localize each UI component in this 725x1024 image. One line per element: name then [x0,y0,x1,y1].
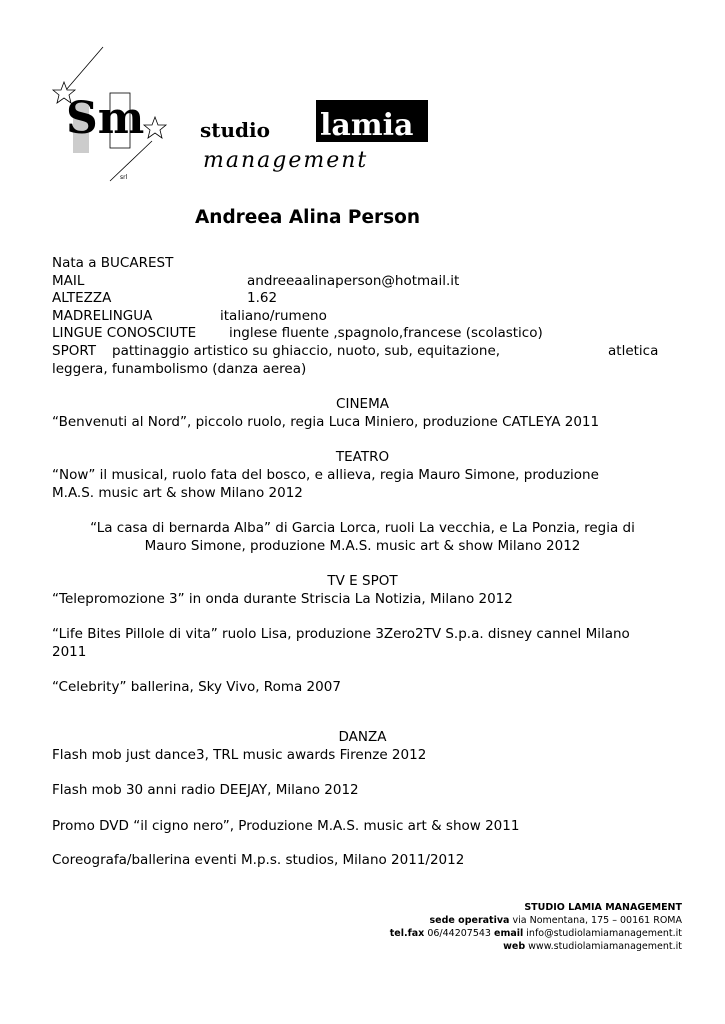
sport-label: SPORT [52,343,96,359]
page-title: Andreea Alina Person [194,207,421,228]
star-icon [144,117,166,138]
mail-value: andreeaalinaperson@hotmail.it [247,273,460,289]
logo-lamia: lamia [320,108,414,143]
footer-contacts: tel.fax 06/44207543 email info@studiolamiamanagement.it [389,928,682,939]
height-label: ALTEZZA [52,290,112,306]
languages-label: LINGUE CONOSCIUTE [52,325,197,341]
footer-web: web www.studiolamiamanagement.it [503,941,682,952]
logo-management: management [203,148,369,173]
cinema-item: “Benvenuti al Nord”, piccolo ruolo, regia Luca Miniero, produzione CATLEYA 2011 [52,414,600,430]
teatro-heading: TEATRO [335,449,390,465]
tv-item: “Life Bites Pillole di vita” ruolo Lisa, produzione 3Zero2TV S.p.a. disney cannel Milano [52,626,630,642]
cinema-heading: CINEMA [336,396,389,412]
logo-studio: studio [200,118,270,142]
teatro-item: M.A.S. music art & show Milano 2012 [52,485,303,501]
sport-value: pattinaggio artistico su ghiaccio, nuoto, sub, equitazione, [112,343,501,359]
teatro-item: “Now” il musical, ruolo fata del bosco, e allieva, regia Mauro Simone, produzione [52,467,599,483]
tv-item: “Telepromozione 3” in onda durante Striscia La Notizia, Milano 2012 [52,591,513,607]
danza-item: Flash mob just dance3, TRL music awards Firenze 2012 [52,747,427,763]
birthplace: Nata a BUCAREST [52,255,174,271]
monogram: Sm [66,93,145,144]
footer-company: STUDIO LAMIA MANAGEMENT [524,902,682,913]
danza-item: Flash mob 30 anni radio DEEJAY, Milano 2012 [52,782,359,798]
teatro-item: “La casa di bernarda Alba” di Garcia Lorca, ruoli La vecchia, e La Ponzia, regia di [90,520,635,536]
footer-office: sede operativa via Nomentana, 175 – 00161 ROMA [429,915,682,926]
danza-item: Coreografa/ballerina eventi M.p.s. studios, Milano 2011/2012 [52,852,465,868]
tv-item: “Celebrity” ballerina, Sky Vivo, Roma 2007 [52,679,341,695]
mother-tongue-label: MADRELINGUA [52,308,153,324]
studio-lamia-logo [48,45,438,185]
mother-tongue-value: italiano/rumeno [220,308,327,324]
teatro-item: Mauro Simone, produzione M.A.S. music art & show Milano 2012 [144,538,581,554]
danza-item: Promo DVD “il cigno nero”, Produzione M.A.S. music art & show 2011 [52,818,520,834]
sport-value-3: leggera, funambolismo (danza aerea) [52,361,307,377]
tv-item: 2011 [52,644,87,660]
languages-value: inglese fluente ,spagnolo,francese (scolastico) [229,325,543,341]
mail-label: MAIL [52,273,85,289]
danza-heading: DANZA [338,729,387,745]
height-value: 1.62 [247,290,278,306]
logo-srl: srl [120,174,128,181]
sport-value-2: atletica [608,343,659,359]
tv-heading: TV E SPOT [327,573,398,589]
